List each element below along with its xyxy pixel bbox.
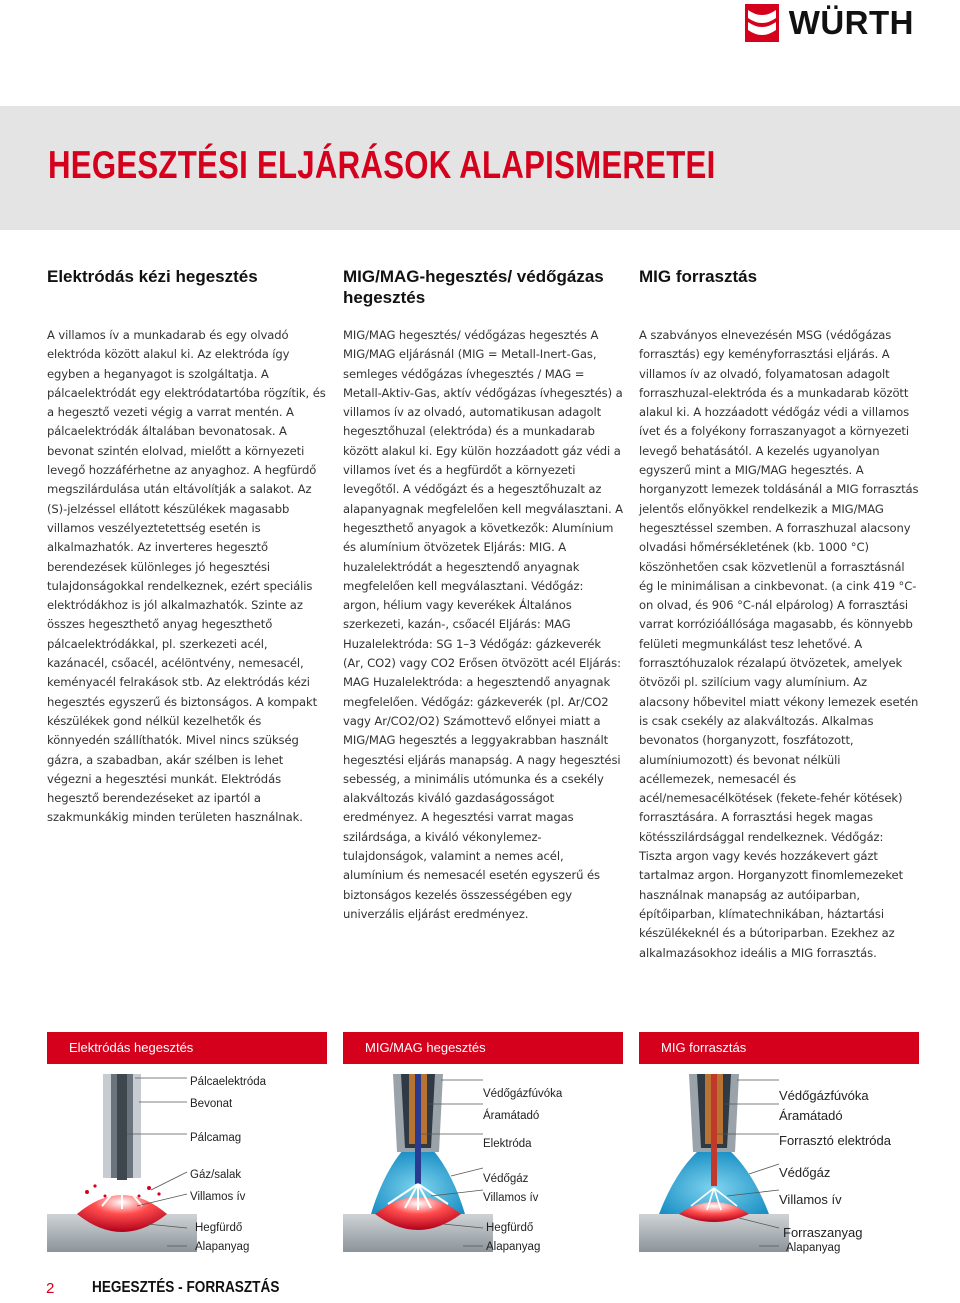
figure-label: Villamos ív (483, 1192, 539, 1204)
mig-brazing-illustration (639, 1064, 789, 1252)
figure-label: Alapanyag (786, 1242, 841, 1254)
column-title: Elektródás kézi hegesztés (47, 267, 258, 286)
figure-title: Elektródás hegesztés (47, 1032, 327, 1064)
page-number: 2 (46, 1280, 55, 1297)
figure-label: Alapanyag (486, 1241, 541, 1253)
figure-label: Gáz/salak (190, 1169, 242, 1181)
figure-label: Villamos ív (779, 1192, 842, 1207)
column-mig-mag-welding (343, 266, 623, 924)
figure-mig-mag-welding (343, 1032, 623, 1252)
figure-title: MIG/MAG hegesztés (343, 1032, 623, 1064)
mig-mag-welding-illustration (343, 1064, 493, 1252)
figure-title: MIG forrasztás (639, 1032, 919, 1064)
column-electrode-welding (47, 266, 327, 828)
column-text: A szabványos elnevezésén MSG (védőgázas forrasztás) egy keményforrasztási eljárás. A villamos ív az olvadó, folyamatosan adagolt forraszhuzal-elektróda és a munkadarab között alakul ki. A hozzáadott védőgáz védi a villamos ívet és a folyékony forraszanyagot a környezeti levegő behatásától. A kezelés ugyanolyan egyszerű mint a MIG/MAG hegesztés. A horganyzott lemezek toldásánál a MIG forrasztás jelentős előnyökkel rendelkezik a MIG/MAG hegesztéssel szemben. A forraszhuzal alacsony olvadási hőmérsékletének (kb. 1000 °C) köszönhetően csak közvetlenül a forrasztásnál ég le minimálisan a cinkbevonat. (a cink 419 °C-on olvad, és 906 °C-nál elpárolog) A forrasztási varrat korrózióállósága magasabb, és könnyebb felületi megmunkálást tesz lehetővé. A forrasztóhuzalok rézalapú ötvözetek, amelyek ötvözői pl. szilícium vagy alumínium. Az alacsony hőbevitel miatt vékony lemezek esetén is csak csekély az alakváltozás. Alkalmas bevonatos (horganyzott, foszfátozott, alumíniumozott) és bevonat nélküli acéllemezek, nemesacél és acél/nemesacélkötések (fekete-fehér kötések) forrasztására. A forrasztási hegek magas kötésszilárdsággal rendelkeznek. Védőgáz: Tiszta argon vagy kevés hozzákevert gázt tartalmaz argon. Horganyzott finomlemezeket használnak manapság az autóiparban, építőiparban, klímatechnikában, háztartási készülékeknél és a bútoriparban. Ezekhez az alkalmazásokhoz ideális a MIG forrasztás. (639, 328, 919, 960)
figure-mig-brazing (639, 1032, 919, 1252)
wurth-logo-text: WÜRTH (788, 4, 914, 41)
column-title: MIG forrasztás (639, 267, 758, 286)
figure-label: Hegfürdő (486, 1222, 534, 1234)
wurth-logo-mark (745, 4, 779, 42)
figure-label: Áramátadó (779, 1108, 843, 1123)
column-title: MIG/MAG-hegesztés/ védőgázas hegesztés (343, 267, 604, 307)
figure-label: Védőgáz (779, 1165, 831, 1180)
column-text: MIG/MAG hegesztés/ védőgázas hegesztés A MIG/MAG eljárásnál (MIG = Metall-Inert-Gas, semleges védőgázas ívhegesztés / MAG = Metall-Aktiv-Gas, aktív védőgázas ívhegesztés) a villamos ív az olvadó, automatikusan adagolt hegesztőhuzal (elektróda) és a munkadarab között alakul ki. Egy külön hozzáadott gáz védi a villamos ívet és a hegfürdőt a környezeti levegőtől. A védőgázt és a hegesztőhuzalt az alapanyagnak megfelelően kell megválasztani. A hegeszthető anyagok a következők: Alumínium és alumínium ötvözetek Eljárás: MIG. A huzalelektródát a hegesztendő anyagnak megfelelően kell megválasztani. Védőgáz: argon, hélium vagy keverékek Általános szerkezeti, kazán-, csőacél Eljárás: MAG Huzalelektróda: SG 1–3 Védőgáz: gázkeverék (Ar, CO2) vagy CO2 Erősen ötvözött acél Eljárás: MAG Huzalelektróda: a hegesztendő anyagnak megfelelően. Védőgáz: gázkeverék (pl. Ar/CO2 vagy Ar/CO2/O2) Számottevő előnyei miatt a MIG/MAG hegesztés a leggyakrabban használt hegesztési eljárás manapság. A nagy hegesztési sebesség, a minimális utómunka és a csekély alakváltozás kiváló gazdaságosságot eredményez. A hegesztési varrat magas szilárdsága, a kiváló vékonylemez-tulajdonságok, valamint a nemes acél, alumínium és nemesacél esetén egyszerű és biztonságos kezelés összességében egy univerzális eljárást eredményez. (343, 328, 623, 921)
footer-title: HEGESZTÉS - FORRASZTÁS (92, 1279, 280, 1296)
figure-label: Pálcamag (190, 1132, 242, 1144)
figure-label: Villamos ív (190, 1191, 246, 1203)
figure-label: Pálcaelektróda (190, 1076, 267, 1088)
title-banner (0, 106, 960, 230)
electrode-welding-illustration (47, 1064, 197, 1252)
figure-label: Forrasztó elektróda (779, 1133, 891, 1148)
figure-label: Hegfürdő (195, 1222, 243, 1234)
figure-label: Elektróda (483, 1138, 532, 1150)
figure-label: Védőgázfúvóka (483, 1088, 563, 1100)
column-text: A villamos ív a munkadarab és egy olvadó elektróda között alakul ki. Az elektróda így egyben a heganyagot is szolgáltatja. A pálcaelektródát egy elektródatartóba rögzítik, és a hegesztő vezeti végig a varrat mentén. A pálcaelektródák általában bevonatosak. A bevonat szintén elolvad, mielőtt a környezeti levegő hozzáférhetne az anyaghoz. A hegfürdő megszilárdulása után eltávolítják a salakot. Az (S)-jelzéssel ellátott készülékek magasabb villamos veszélyeztetettség esetén is alkalmazhatók. Az inverteres hegesztő berendezések különleges jó hegesztési tulajdonságokkal rendelkeznek, ezért speciális elektródákhoz is jól alkalmazhatók. Szinte az összes hegeszthető anyag hegeszthető pálcaelektródákkal, pl. szerkezeti acél, kazánacél, csőacél, acélöntvény, nemesacél, keményacél felrakások stb. Az elektródás kézi hegesztés egyszerű és biztonságos. A kompakt készülékek gond nélkül kezelhetők és könnyedén szállíthatók. Mivel nincs szükség gázra, a szabadban, akár szélben is lehet végezni a hegesztési munkát. Elektródás hegesztő berendezéseket az ipartól a szakmunkákig minden területen használnak. (47, 328, 326, 825)
figure-label: Védőgáz (483, 1173, 529, 1185)
figure-label: Alapanyag (195, 1241, 250, 1253)
figure-label: Bevonat (190, 1098, 233, 1110)
figure-electrode-welding (47, 1032, 327, 1252)
page-title: HEGESZTÉSI ELJÁRÁSOK ALAPISMERETEI (48, 144, 716, 187)
column-mig-brazing (639, 266, 919, 963)
figure-label: Áramátadó (483, 1110, 540, 1122)
wurth-logo (745, 4, 914, 42)
figure-label: Forraszanyag (783, 1225, 863, 1240)
figure-label: Védőgázfúvóka (779, 1088, 869, 1103)
